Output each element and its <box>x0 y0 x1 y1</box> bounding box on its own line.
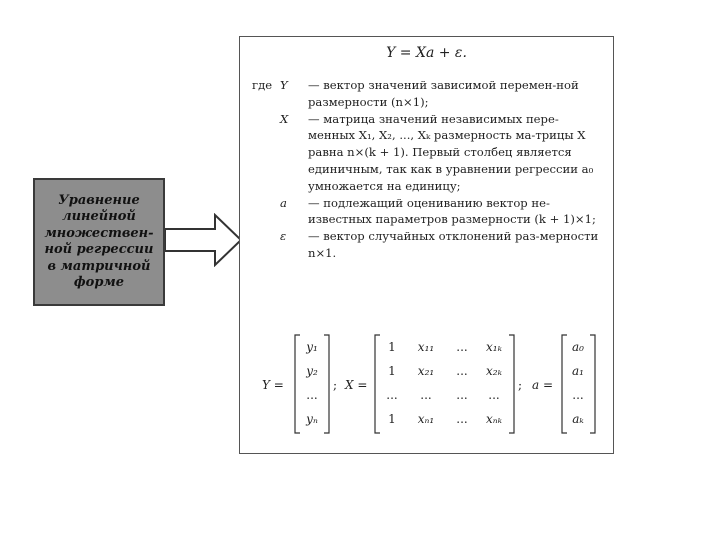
matrix-x-cell: x₁ₖ <box>486 340 502 354</box>
definition-symbol: ε <box>280 229 287 244</box>
definition-text: — подлежащий оцениванию вектор не-известных параметров размерности (k + 1)×1; <box>308 195 596 227</box>
matrix-x-cell: 1 <box>388 364 396 378</box>
definition-epsilon <box>252 228 604 262</box>
matrix-x-cell: ... <box>456 364 468 378</box>
matrix-x-cell: 1 <box>388 340 396 354</box>
definition-a <box>252 195 604 229</box>
definition-prefix: где <box>252 78 273 92</box>
matrix-x-right-bracket <box>509 335 514 433</box>
definitions-list <box>252 77 604 262</box>
matrix-x-left-bracket <box>375 335 380 433</box>
matrix-y-entry: y₂ <box>306 364 318 378</box>
right-arrow-icon <box>165 213 243 267</box>
matrix-x-cell: ... <box>456 340 468 354</box>
topic-label-text: Уравнение линейной множествен- ной регрессии в матричной форме <box>44 192 154 290</box>
matrix-y-left-bracket <box>295 335 300 433</box>
matrix-y-entry: y₁ <box>306 340 318 354</box>
definition-text: — вектор значений зависимой перемен-ной размерности (n×1); <box>308 78 579 109</box>
formula-panel <box>239 36 614 454</box>
definition-text: — матрица значений независимых пере-менных X₁, X₂, ..., Xₖ размерность ма-трицы X равна n×(k + 1). Первый столбец является единичным, так как в уравнении регрессии a₀ умножается на единицу; <box>308 111 594 193</box>
matrix-x-cell: 1 <box>388 412 396 426</box>
definition-x <box>252 111 604 195</box>
matrix-a-entry: a₁ <box>572 364 584 378</box>
matrix-definitions <box>240 327 615 442</box>
definition-symbol: a <box>280 195 287 210</box>
definition-y <box>252 77 604 111</box>
matrix-x-cell: ... <box>420 388 432 402</box>
matrix-y-entry: yₙ <box>306 412 318 426</box>
matrix-x-cell: xₙ₁ <box>417 412 435 426</box>
matrix-y-name: Y = <box>262 378 284 392</box>
matrix-x-cell: x₂₁ <box>417 364 435 378</box>
matrix-x-cell: x₂ₖ <box>486 364 502 378</box>
matrix-x-cell: ... <box>456 388 468 402</box>
definition-symbol: Y <box>280 78 288 92</box>
matrix-a-entry: a₀ <box>572 340 584 354</box>
topic-label-box <box>33 178 165 306</box>
matrix-x-cell: ... <box>386 388 398 402</box>
matrix-separator: ; <box>518 378 523 392</box>
matrix-a-right-bracket <box>590 335 595 433</box>
matrix-a-name: a = <box>532 378 554 392</box>
matrix-separator: ; <box>333 378 338 392</box>
matrix-x-cell: xₙₖ <box>485 412 503 426</box>
matrix-a-entry: ... <box>572 388 584 402</box>
matrix-x-cell: x₁₁ <box>417 340 435 354</box>
matrix-a-left-bracket <box>562 335 567 433</box>
matrix-x-cell: ... <box>488 388 500 402</box>
matrix-x-cell: ... <box>456 412 468 426</box>
matrix-a-entry: aₖ <box>572 412 584 426</box>
matrix-y-right-bracket <box>324 335 329 433</box>
regression-equation: Y = Xa + ε. <box>386 45 467 61</box>
matrix-x-name: X = <box>345 378 368 392</box>
definition-symbol: X <box>280 111 289 126</box>
matrix-y-entry: ... <box>306 388 318 402</box>
definition-text: — вектор случайных отклонений раз-мерности n×1. <box>308 229 599 260</box>
